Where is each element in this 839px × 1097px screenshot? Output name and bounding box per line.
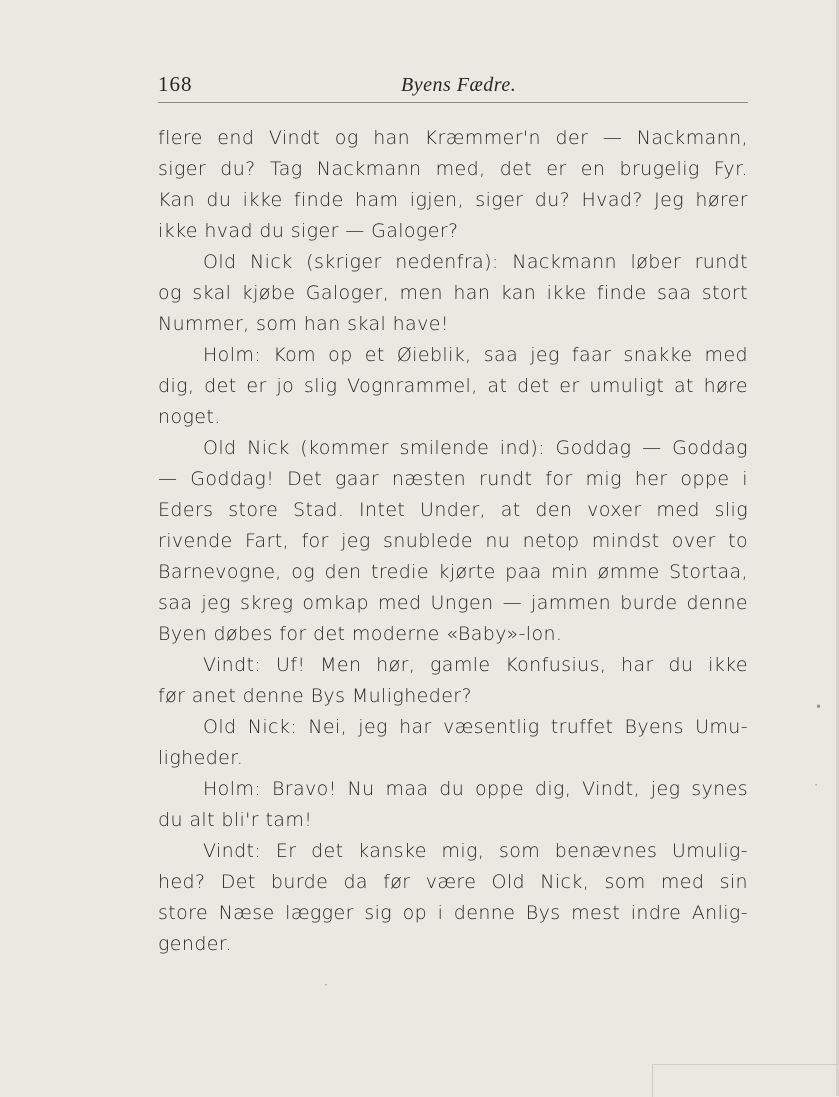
text-line: dig, det er jo slig Vognrammel, at det er umuligt at høre: [158, 375, 748, 397]
page-number: 168: [158, 72, 193, 96]
text-line: Old Nick (skriger nedenfra): Nackmann løber rundt: [203, 251, 748, 273]
text-line: du alt bli'r tam!: [158, 809, 313, 831]
text-line: Holm: Kom op et Øieblik, saa jeg faar snakke med: [203, 344, 748, 366]
paper-speck: •: [815, 700, 823, 714]
text-line: Byen døbes for det moderne «Baby»-lon.: [158, 623, 563, 645]
text-line: ikke hvad du siger — Galoger?: [158, 220, 459, 242]
text-line: Old Nick (kommer smilende ind): Goddag — Goddag: [203, 437, 748, 459]
text-line: saa jeg skreg omkap med Ungen — jammen burde denne: [158, 592, 748, 614]
text-line: ligheder.: [158, 747, 244, 769]
text-line: store Næse lægger sig op i denne Bys mest indre Anlig-: [158, 902, 748, 924]
text-line: Kan du ikke finde ham igjen, siger du? Hvad? Jeg hører: [158, 189, 748, 211]
page-corner-fold: [652, 1064, 839, 1097]
text-line: og skal kjøbe Galoger, men han kan ikke finde saa stort: [158, 282, 748, 304]
running-title: Byens Fædre.: [401, 74, 517, 96]
text-line: Vindt: Er det kanske mig, som benævnes Umulig-: [203, 840, 748, 862]
body-text: [158, 123, 748, 960]
text-line: Vindt: Uf! Men hør, gamle Konfusius, har du ikke: [203, 654, 748, 676]
paper-speck: ⋅: [814, 778, 819, 792]
running-header: [158, 68, 748, 103]
text-line: Eders store Stad. Intet Under, at den voxer med slig: [158, 499, 748, 521]
text-line: noget.: [158, 406, 221, 428]
text-line: siger du? Tag Nackmann med, det er en brugelig Fyr.: [158, 158, 748, 180]
text-line: flere end Vindt og han Kræmmer'n der — Nackmann,: [158, 127, 748, 149]
paper-speck: ·: [324, 978, 328, 992]
text-line: før anet denne Bys Muligheder?: [158, 685, 472, 707]
text-line: Old Nick: Nei, jeg har væsentlig truffet Byens Umu-: [203, 716, 748, 738]
text-line: hed? Det burde da før være Old Nick, som med sin: [158, 871, 748, 893]
text-line: — Goddag! Det gaar næsten rundt for mig her oppe i: [158, 468, 748, 490]
text-line: Barnevogne, og den tredie kjørte paa min ømme Stortaa,: [158, 561, 748, 583]
text-line: Nummer, som han skal have!: [158, 313, 449, 335]
text-line: gender.: [158, 933, 232, 955]
text-line: Holm: Bravo! Nu maa du oppe dig, Vindt, jeg synes: [203, 778, 748, 800]
text-line: rivende Fart, for jeg snublede nu netop mindst over to: [158, 530, 748, 552]
